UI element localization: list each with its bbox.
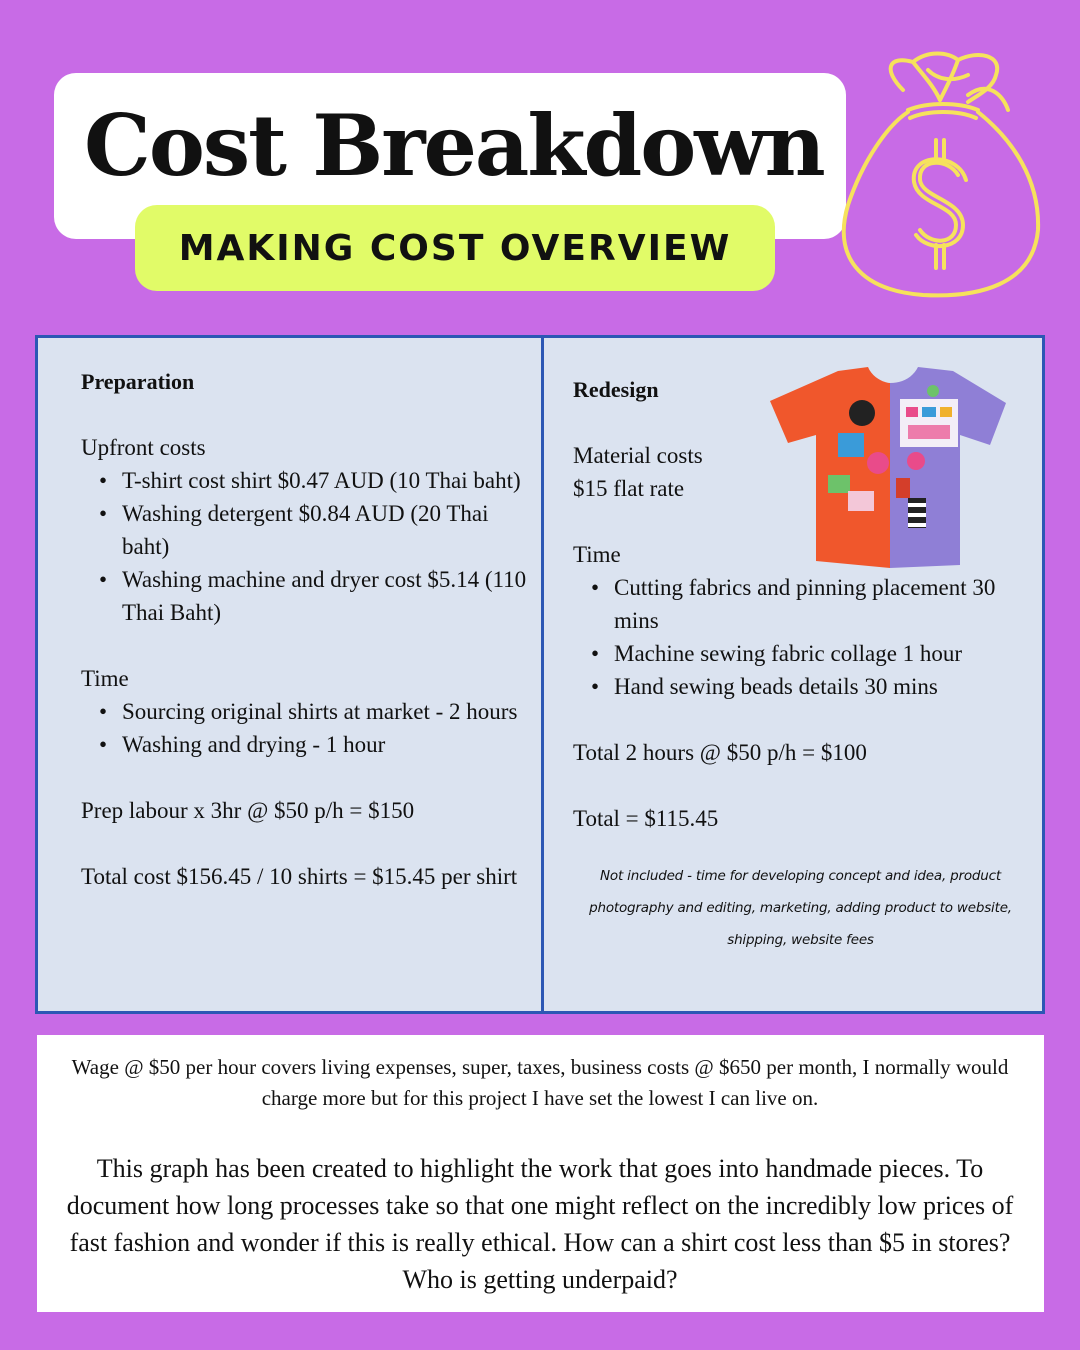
column-divider <box>541 335 544 1014</box>
list-item: • T-shirt cost shirt $0.47 AUD (10 Thai baht) <box>81 464 531 497</box>
material-costs-value: $15 flat rate <box>573 476 685 501</box>
upfront-costs-label: Upfront costs <box>81 435 206 460</box>
list-item: • Hand sewing beads details 30 mins <box>573 670 1013 703</box>
prep-time-list <box>81 695 531 761</box>
redesign-heading: Redesign <box>573 377 659 402</box>
prep-labour: Prep labour x 3hr @ $50 p/h = $150 <box>81 798 415 823</box>
redesign-time-label: Time <box>573 542 621 567</box>
redesign-labour-total: Total 2 hours @ $50 p/h = $100 <box>573 740 867 765</box>
purpose-statement: This graph has been created to highlight the work that goes into handmade pieces. To document how long processes take so that one might reflect on the incredibly low prices of fast fashion and wonder if this is really ethical. How can a shirt cost less than $5 in stores? Who is getting underpaid? <box>66 1154 1014 1294</box>
preparation-heading: Preparation <box>81 369 195 394</box>
subtitle-pill <box>135 205 775 291</box>
upfront-costs-list <box>81 464 531 629</box>
redesigned-tshirt-image <box>768 363 1008 573</box>
page-title: Cost Breakdown <box>84 96 824 195</box>
list-item: • Washing detergent $0.84 AUD (20 Thai baht) <box>81 497 531 563</box>
list-item: • Washing and drying - 1 hour <box>81 728 531 761</box>
prep-total-cost: Total cost $156.45 / 10 shirts = $15.45 per shirt <box>81 864 518 889</box>
not-included-note: Not included - time for developing concept and idea, product photography and editing, marketing, adding product to website, shipping, website fees <box>589 868 1012 948</box>
redesign-grand-total: Total = $115.45 <box>573 806 719 831</box>
wage-explanation: Wage @ $50 per hour covers living expenses, super, taxes, business costs @ $650 per month, I normally would charge more but for this project I have set the lowest I can live on. <box>71 1055 1009 1110</box>
list-item: • Washing machine and dryer cost $5.14 (110 Thai Baht) <box>81 563 531 629</box>
page-subtitle: MAKING COST OVERVIEW <box>178 227 732 269</box>
list-item: • Machine sewing fabric collage 1 hour <box>573 637 1013 670</box>
list-item: • Cutting fabrics and pinning placement 30 mins <box>573 571 1013 637</box>
money-bag-icon <box>828 40 1048 310</box>
redesign-time-list <box>573 571 1013 703</box>
material-costs-label: Material costs <box>573 443 703 468</box>
preparation-column <box>81 365 531 893</box>
list-item: • Sourcing original shirts at market - 2 hours <box>81 695 531 728</box>
prep-time-label: Time <box>81 666 129 691</box>
